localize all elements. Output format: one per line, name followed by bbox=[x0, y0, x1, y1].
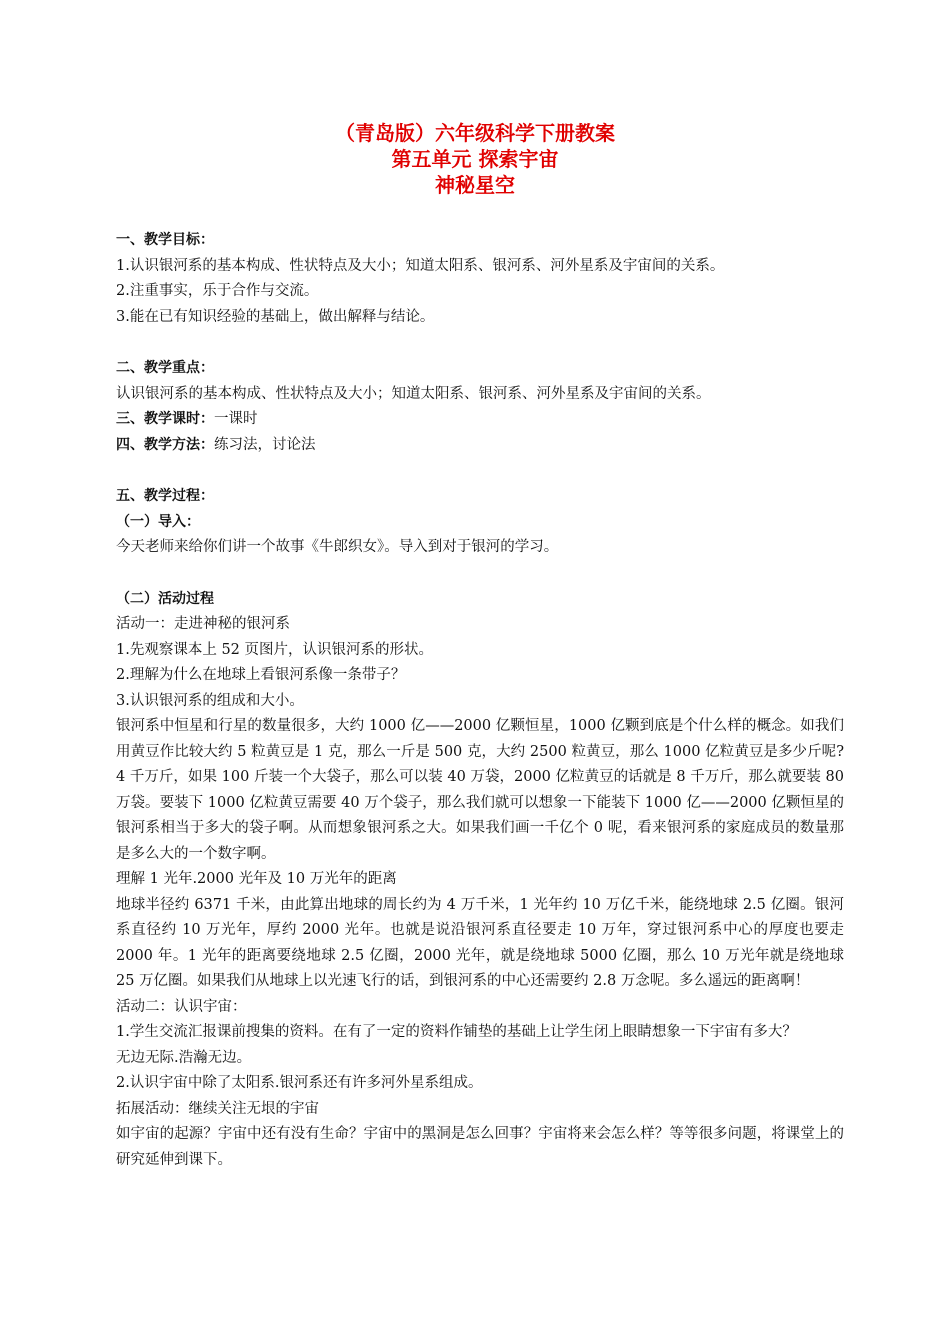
spacer bbox=[116, 330, 844, 356]
light-year-heading: 理解 1 光年.2000 光年及 10 万光年的距离 bbox=[116, 871, 397, 887]
subsection-heading-activities: （二）活动过程 bbox=[116, 590, 214, 607]
section-heading-process: 五、教学过程： bbox=[116, 488, 214, 504]
activity-two-heading: 活动二：认识宇宙： bbox=[116, 998, 247, 1015]
objective-item: 3.能在已有知识经验的基础上，做出解释与结论。 bbox=[116, 308, 435, 325]
objective-item: 2.注重事实，乐于合作与交流。 bbox=[116, 283, 319, 299]
title-block bbox=[0, 120, 950, 198]
intro-text: 今天老师来给你们讲一个故事《牛郎织女》。导入到对于银河的学习。 bbox=[116, 539, 559, 555]
paragraph-extension: 如宇宙的起源？宇宙中还有没有生命？宇宙中的黑洞是怎么回事？宇宙将来会怎么样？等等很多问题，将课堂上的研究延伸到课下。 bbox=[116, 1126, 844, 1168]
spacer bbox=[116, 561, 844, 587]
lesson-title: 神秘星空 bbox=[435, 173, 515, 197]
subsection-heading-intro: （一）导入： bbox=[116, 513, 200, 530]
section-heading-lesson-hours: 三、教学课时： bbox=[116, 411, 214, 427]
lesson-hours-text: 一课时 bbox=[214, 411, 258, 427]
unit-title: 第五单元 探索宇宙 bbox=[391, 147, 559, 171]
extension-heading: 拓展活动：继续关注无垠的宇宙 bbox=[116, 1100, 319, 1117]
document-title: （青岛版）六年级科学下册教案 bbox=[335, 121, 615, 145]
activity-line: 3.认识银河系的组成和大小。 bbox=[116, 692, 304, 709]
methods-text: 练习法，讨论法 bbox=[214, 436, 316, 453]
key-points-text: 认识银河系的基本构成、性状特点及大小；知道太阳系、银河系、河外星系及宇宙间的关系。 bbox=[116, 385, 711, 402]
section-heading-key-points: 二、教学重点： bbox=[116, 360, 214, 376]
activity-line: 活动一：走进神秘的银河系 bbox=[116, 616, 290, 632]
activity-line: 2.理解为什么在地球上看银河系像一条带子？ bbox=[116, 667, 406, 683]
galaxies-line: 2.认识宇宙中除了太阳系.银河系还有许多河外星系组成。 bbox=[116, 1075, 483, 1091]
paragraph-light-year: 地球半径约 6371 千米，由此算出地球的周长约为 4 万千米，1 光年约 10 万亿千米，能绕地球 2.5 亿圈。银河系直径约 10 万光年，厚约 2000 光年。也就是说沿银河系直径要走 10 万年，穿过银河系中心的厚度也要走 2000 年。1 光年的距离要绕地球 2.5 亿圈，2000 光年，就是绕地球 5000 亿圈，那么 10 万光年就是绕地球 25 万亿圈。如果我们从地球上以光速飞行的话，到银河系的中心还需要约 2.8 万念呢。多么遥远的距离啊！ bbox=[116, 896, 844, 989]
section-lesson-hours bbox=[116, 407, 844, 433]
activity-line: 1.先观察课本上 52 页图片，认识银河系的形状。 bbox=[116, 641, 434, 658]
boundless-line: 无边无际.浩瀚无边。 bbox=[116, 1049, 252, 1066]
document-body bbox=[116, 228, 844, 1173]
section-heading-methods: 四、教学方法： bbox=[116, 436, 214, 453]
paragraph-milky-way-size: 银河系中恒星和行星的数量很多，大约 1000 亿——2000 亿颗恒星，1000 亿颗到底是个什么样的概念。如我们用黄豆作比较大约 5 粒黄豆是 1 克，那么一斤是 500 克，大约 2500 粒黄豆，那么 1000 亿粒黄豆是多少斤呢?4 千万斤，如果 100 斤装一个大袋子，那么可以装 40 万袋，2000 亿粒黄豆的话就是 8 千万斤，那么就要装 80 万袋。要装下 1000 亿粒黄豆需要 40 万个袋子，那么我们就可以想象一下能装下 1000 亿——2000 亿颗恒星的银河系相当于多大的袋子啊。从而想象银河系之大。如果我们画一千亿个 0 呢，看来银河系的家庭成员的数量那是多么大的一个数字啊。 bbox=[116, 718, 844, 862]
objective-item: 1.认识银河系的基本构成、性状特点及大小；知道太阳系、银河系、河外星系及宇宙间的关系。 bbox=[116, 257, 725, 274]
spacer bbox=[116, 458, 844, 484]
section-heading-objectives: 一、教学目标： bbox=[116, 232, 214, 248]
section-methods bbox=[116, 433, 844, 459]
paragraph-universe-size: 1.学生交流汇报课前搜集的资料。在有了一定的资料作铺垫的基础上让学生闭上眼睛想象一下宇宙有多大？ bbox=[116, 1024, 797, 1040]
